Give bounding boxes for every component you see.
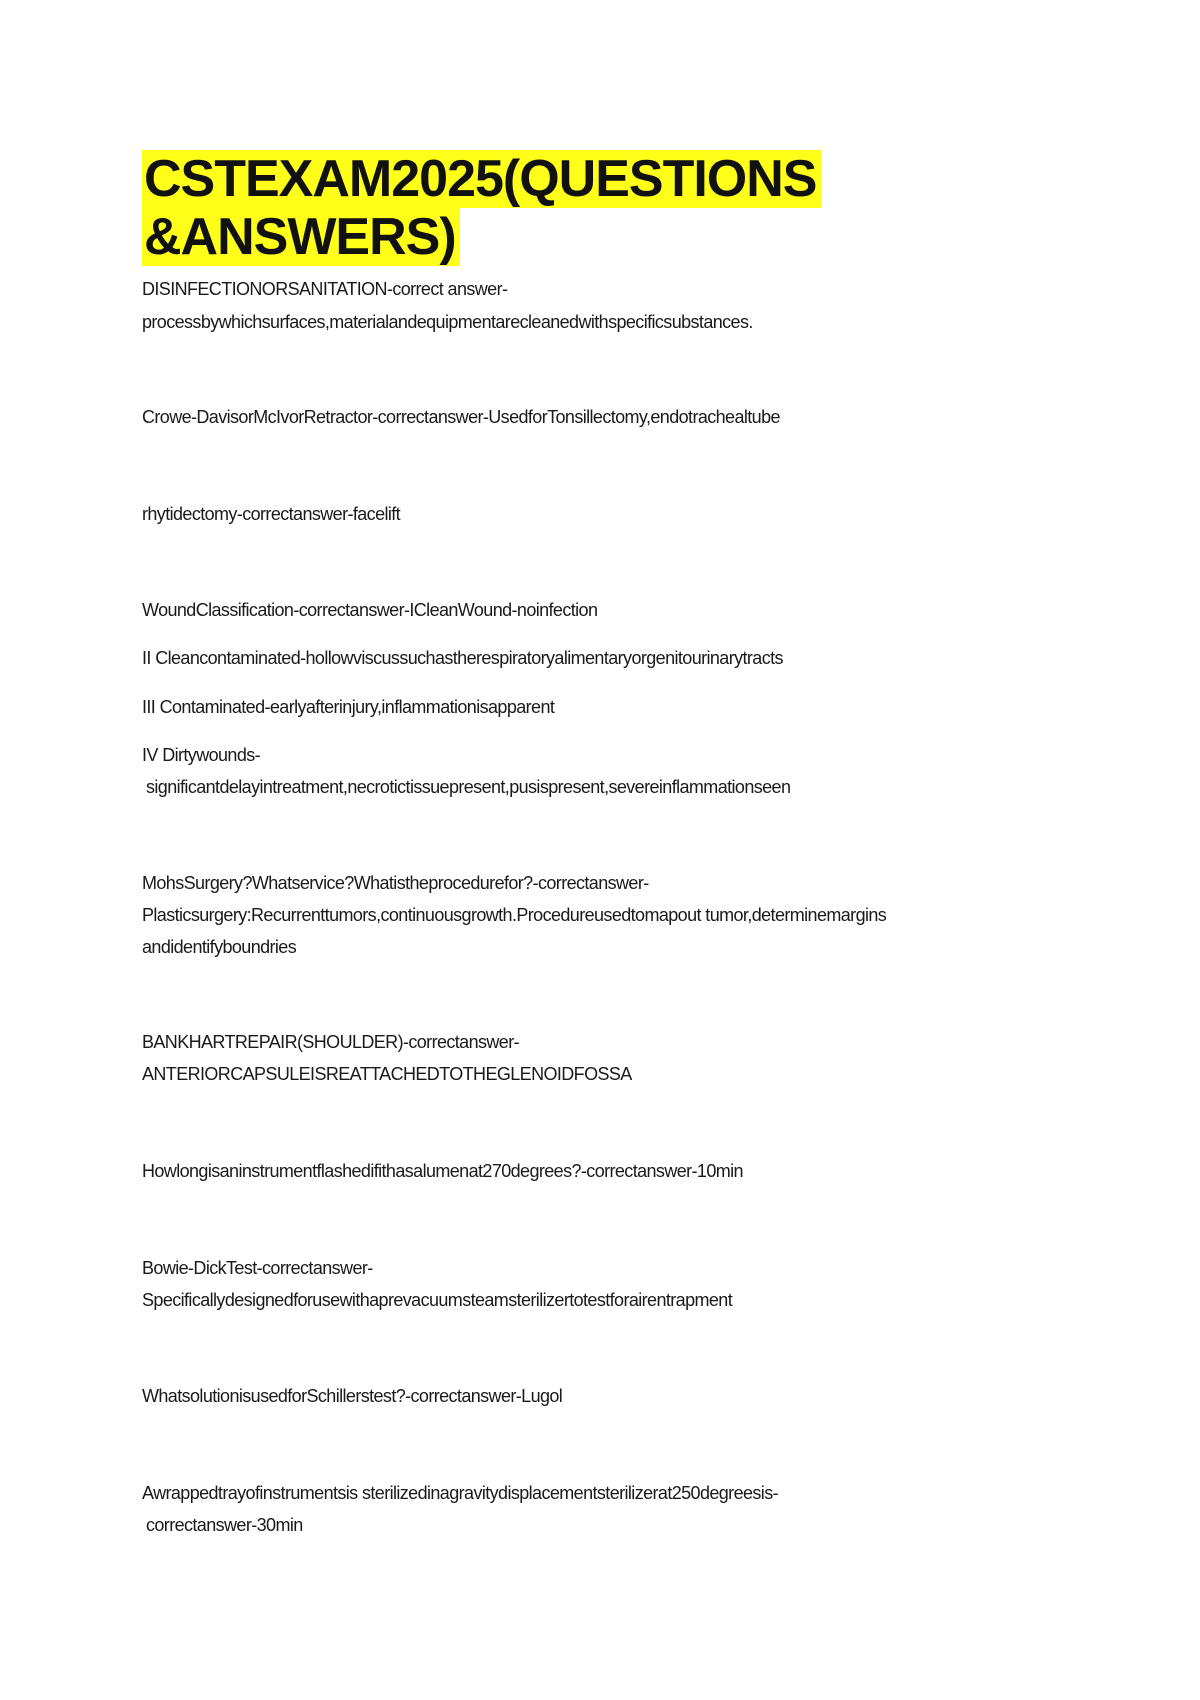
- document-title: [142, 150, 942, 266]
- qa-line: rhytidectomy-correctanswer-facelift: [142, 504, 401, 524]
- qa-line: Crowe-DavisorMcIvorRetractor-correctanswer-UsedforTonsillectomy,endotrachealtube: [142, 407, 780, 427]
- qa-line: WoundClassification-correctanswer-ICleanWound-noinfection: [142, 600, 598, 620]
- qa-line: II Cleancontaminated-hollowviscussuchastherespiratoryalimentaryorgenitourinarytracts: [142, 648, 783, 668]
- qa-line: DISINFECTIONORSANITATION-correct answer-: [142, 279, 508, 299]
- qa-line: MohsSurgery?Whatservice?Whatistheprocedurefor?-correctanswer-: [142, 873, 649, 893]
- qa-line: ANTERIORCAPSULEISREATTACHEDTOTHEGLENOIDFOSSA: [142, 1064, 632, 1084]
- title-line-1: CSTEXAM2025(QUESTIONS: [142, 150, 821, 208]
- qa-line: Howlongisaninstrumentflashedifithasalumenat270degrees?-correctanswer-10min: [142, 1161, 743, 1181]
- qa-line: significantdelayintreatment,necrotictissuepresent,pusispresent,severeinflammationseen: [146, 777, 791, 797]
- qa-line: andidentifyboundries: [142, 937, 297, 957]
- qa-line: Bowie-DickTest-correctanswer-: [142, 1258, 373, 1278]
- qa-line: Specificallydesignedforusewithaprevacuumsteamsterilizertotestforairentrapment: [142, 1290, 733, 1310]
- qa-line: IV Dirtywounds-: [142, 745, 261, 765]
- qa-line: Plasticsurgery:Recurrenttumors,continuousgrowth.Procedureusedtomapout tumor,determinemargins: [142, 905, 887, 925]
- qa-line: III Contaminated-earlyafterinjury,inflammationisapparent: [142, 697, 555, 717]
- title-line-2: &ANSWERS): [142, 208, 460, 266]
- qa-line: correctanswer-30min: [146, 1515, 303, 1535]
- qa-line: processbywhichsurfaces,materialandequipmentarecleanedwithspecificsubstances.: [142, 312, 753, 332]
- qa-line: BANKHARTREPAIR(SHOULDER)-correctanswer-: [142, 1032, 520, 1052]
- qa-line: Awrappedtrayofinstrumentsis sterilizedinagravitydisplacementsterilizerat250degreesis-: [142, 1483, 778, 1503]
- qa-line: WhatsolutionisusedforSchillerstest?-correctanswer-Lugol: [142, 1386, 563, 1406]
